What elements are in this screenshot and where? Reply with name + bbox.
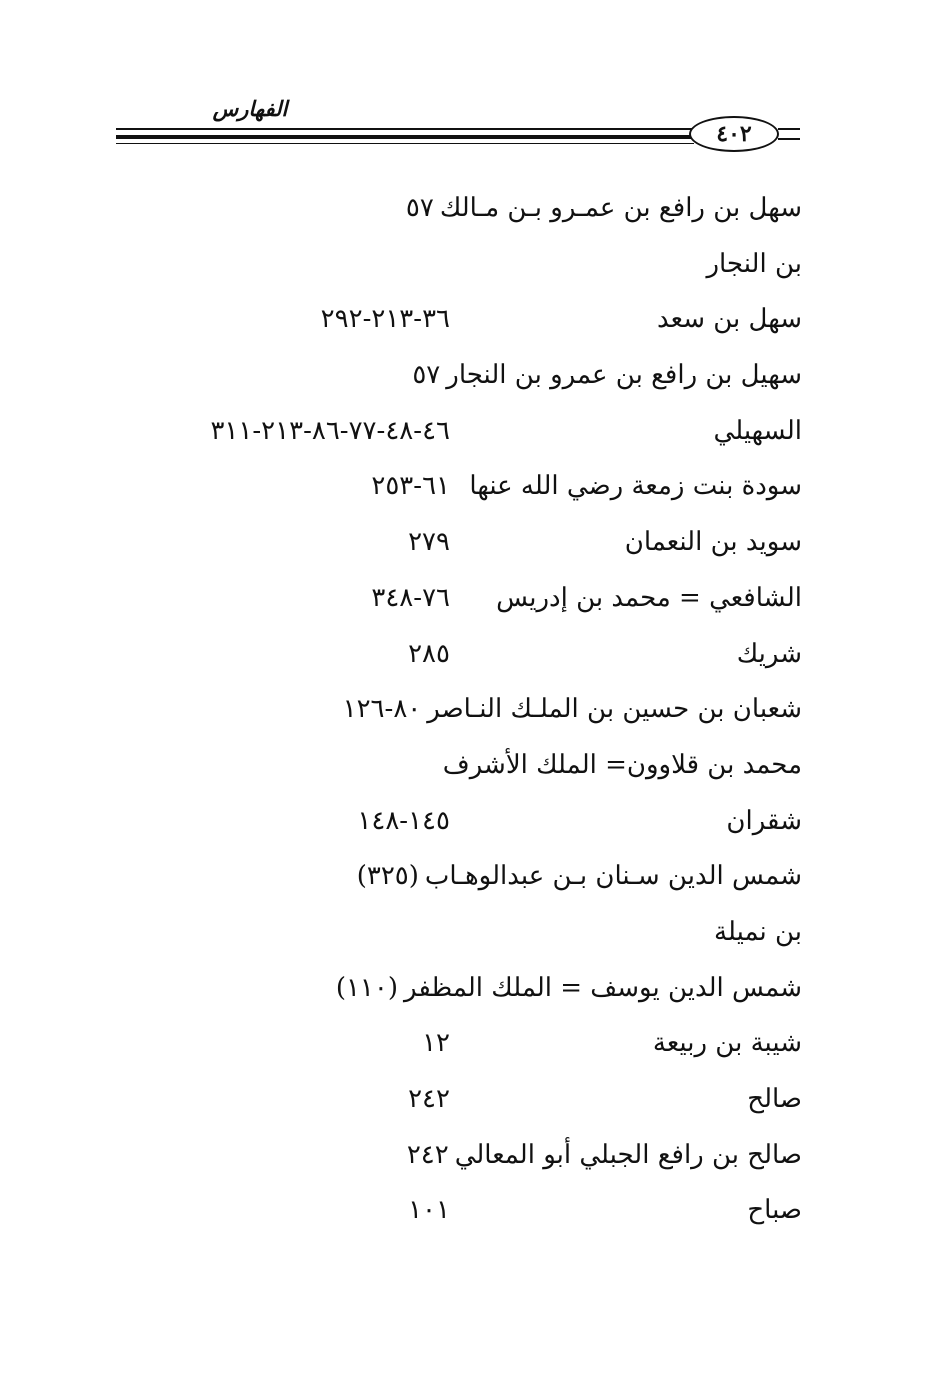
entry-name: شمس الدين يوسف = الملك المظفر <box>404 972 802 1003</box>
entry-name: شعبان بن حسين بن الملـك النـاصر <box>427 694 802 725</box>
header-rule-thick <box>116 135 694 139</box>
index-entry <box>150 904 802 960</box>
entry-page-numbers: (١١٠) <box>335 972 399 1003</box>
index-entry <box>150 960 802 1016</box>
index-entry <box>150 793 802 849</box>
entry-page-numbers: ٧٦-٣٤٨ <box>371 582 450 613</box>
index-entry <box>150 1182 802 1238</box>
header-rule-tail <box>778 138 800 140</box>
index-entry <box>150 570 802 626</box>
index-entry <box>150 1127 802 1183</box>
entry-name: صباح <box>747 1195 802 1226</box>
entry-name: السهيلي <box>713 415 802 446</box>
header-rule-tail <box>778 128 800 130</box>
index-entry <box>150 236 802 292</box>
entry-page-numbers: ٦١-٢٥٣ <box>371 471 450 502</box>
index-entry <box>150 180 802 236</box>
entry-page-numbers: ٤٦-٤٨-٧٧-٨٦-٢١٣-٣١١ <box>210 415 450 446</box>
entry-name: سهل بن سعد <box>657 304 802 335</box>
entry-page-numbers: ٢٤٢ <box>408 1084 450 1114</box>
header-rule <box>116 128 694 130</box>
index-entry <box>150 291 802 347</box>
index-entry <box>150 347 802 403</box>
index-entry <box>150 403 802 459</box>
entry-page-numbers: ٥٧ <box>405 193 434 223</box>
entry-page-numbers: (٣٢٥) <box>356 861 419 892</box>
entry-page-numbers: ٢٤٢ <box>406 1139 449 1170</box>
entry-name: سويد بن النعمان <box>624 527 802 558</box>
entry-page-numbers: ٥٧ <box>412 360 441 391</box>
entry-name: شيبة بن ربيعة <box>652 1028 802 1059</box>
index-entry <box>150 514 802 570</box>
page-number: ٤٠٢ <box>689 116 779 152</box>
entry-name: شقران <box>726 805 802 836</box>
entry-page-numbers: ٢٨٥ <box>408 638 450 669</box>
entry-name: بن النجار <box>706 248 802 279</box>
index-entry <box>150 1071 802 1127</box>
index-entry <box>150 681 802 737</box>
entry-name: سهيل بن رافع بن عمرو بن النجار <box>446 360 802 391</box>
entry-name: سهل بن رافع بن عمـرو بـن مـالك <box>439 193 802 223</box>
entry-page-numbers: ٢٧٩ <box>408 527 450 558</box>
running-header-title: الفهارس <box>212 96 288 121</box>
index-entries <box>150 180 802 1238</box>
index-entry <box>150 626 802 682</box>
entry-name: الشافعي = محمد بن إدريس <box>496 582 802 613</box>
entry-page-numbers: ٨٠-١٢٦ <box>342 694 422 725</box>
entry-name: صالح بن رافع الجبلي أبو المعالي <box>454 1139 802 1170</box>
index-entry <box>150 737 802 793</box>
header-rule-thin <box>116 143 694 144</box>
entry-page-numbers: ١٤٥-١٤٨ <box>357 805 450 836</box>
entry-name: محمد بن قلاوون= الملك الأشرف <box>442 749 802 780</box>
entry-name: سودة بنت زمعة رضي الله عنها <box>469 471 802 502</box>
index-entry <box>150 1015 802 1071</box>
index-entry <box>150 458 802 514</box>
entry-page-numbers: ١٠١ <box>408 1195 450 1226</box>
entry-name: بن نميلة <box>714 916 802 947</box>
entry-name: شمس الدين سـنان بـن عبدالوهـاب <box>424 861 802 892</box>
entry-name: شريك <box>736 638 802 669</box>
entry-page-numbers: ٣٦-٢١٣-٢٩٢ <box>320 304 450 335</box>
index-entry <box>150 848 802 904</box>
entry-page-numbers: ١٢ <box>422 1028 450 1059</box>
entry-name: صالح <box>747 1084 802 1114</box>
